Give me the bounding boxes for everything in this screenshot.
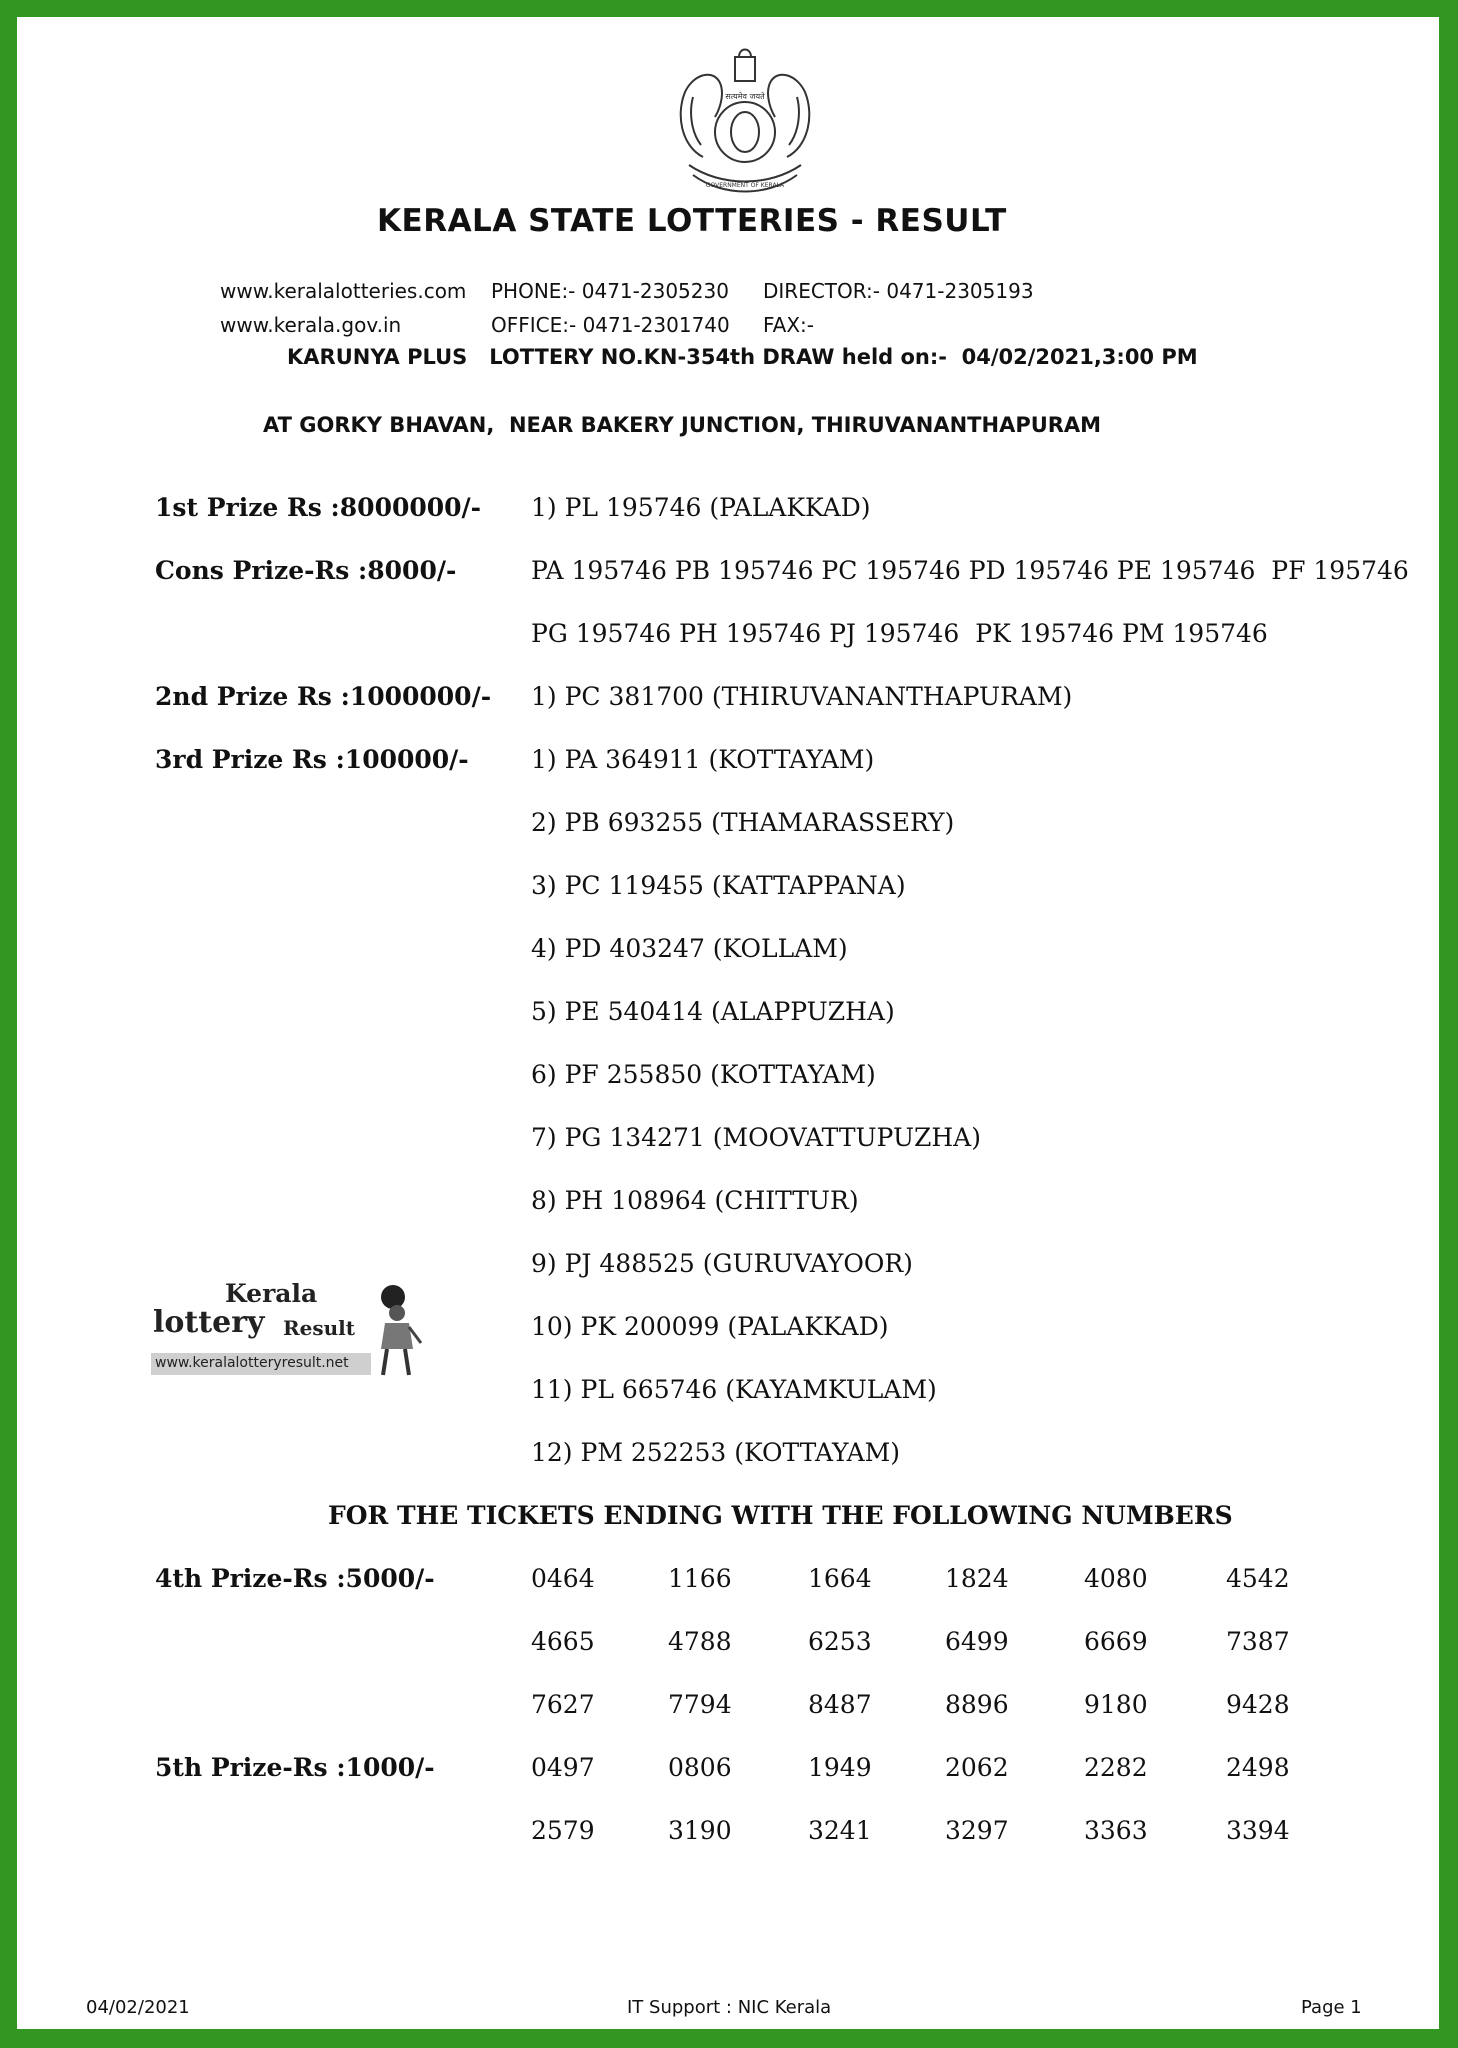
cons-prize-numbers-line-2: PG 195746 PH 195746 PJ 195746 PK 195746 PM 195746 <box>531 619 1268 648</box>
fifth-prize-number: 0497 <box>531 1753 595 1782</box>
fifth-prize-number: 1949 <box>808 1753 872 1782</box>
third-prize-winner: 8) PH 108964 (CHITTUR) <box>531 1186 859 1215</box>
fourth-prize-number: 6669 <box>1084 1627 1148 1656</box>
fifth-prize-number: 3363 <box>1084 1816 1148 1845</box>
footer-page-number: Page 1 <box>1301 1997 1362 2018</box>
logo-line-lottery: lottery <box>153 1305 265 1340</box>
draw-details: KARUNYA PLUS LOTTERY NO.KN-354th DRAW held on:- 04/02/2021,3:00 PM <box>287 345 1198 369</box>
fifth-prize-number: 3190 <box>668 1816 732 1845</box>
government-website-link[interactable]: www.kerala.gov.in <box>220 313 402 337</box>
third-prize-winner: 6) PF 255850 (KOTTAYAM) <box>531 1060 876 1089</box>
fifth-prize-label: 5th Prize-Rs :1000/- <box>155 1753 435 1782</box>
page-title: KERALA STATE LOTTERIES - RESULT <box>377 203 1007 239</box>
fourth-prize-number: 0464 <box>531 1564 595 1593</box>
third-prize-winner: 2) PB 693255 (THAMARASSERY) <box>531 808 955 837</box>
fifth-prize-number: 2579 <box>531 1816 595 1845</box>
third-prize-winner: 11) PL 665746 (KAYAMKULAM) <box>531 1375 937 1404</box>
footer-date: 04/02/2021 <box>86 1997 190 2018</box>
director-number: DIRECTOR:- 0471-2305193 <box>763 279 1034 303</box>
fifth-prize-number: 0806 <box>668 1753 732 1782</box>
fifth-prize-number: 2498 <box>1226 1753 1290 1782</box>
fourth-prize-number: 9180 <box>1084 1690 1148 1719</box>
cons-prize-numbers-line-1: PA 195746 PB 195746 PC 195746 PD 195746 PE 195746 PF 195746 <box>531 556 1409 585</box>
website-link[interactable]: www.keralalotteries.com <box>220 279 467 303</box>
second-prize-winner: 1) PC 381700 (THIRUVANANTHAPURAM) <box>531 682 1073 711</box>
third-prize-winner: 9) PJ 488525 (GURUVAYOOR) <box>531 1249 913 1278</box>
fourth-prize-number: 7387 <box>1226 1627 1290 1656</box>
emblem-ribbon: GOVERNMENT OF KERALA <box>705 182 785 189</box>
third-prize-winner: 4) PD 403247 (KOLLAM) <box>531 934 848 963</box>
footer-it-support: IT Support : NIC Kerala <box>627 1997 832 2018</box>
result-page <box>17 17 1439 2029</box>
third-prize-label: 3rd Prize Rs :100000/- <box>155 745 469 774</box>
fourth-prize-number: 6253 <box>808 1627 872 1656</box>
office-number: OFFICE:- 0471-2301740 <box>491 313 730 337</box>
draw-venue: AT GORKY BHAVAN, NEAR BAKERY JUNCTION, THIRUVANANTHAPURAM <box>263 413 1102 437</box>
third-prize-winner: 7) PG 134271 (MOOVATTUPUZHA) <box>531 1123 981 1152</box>
logo-line-kerala: Kerala <box>225 1279 318 1308</box>
second-prize-label: 2nd Prize Rs :1000000/- <box>155 682 492 711</box>
fax-number: FAX:- <box>763 313 815 337</box>
first-prize-winner: 1) PL 195746 (PALAKKAD) <box>531 493 871 522</box>
fourth-prize-number: 4542 <box>1226 1564 1290 1593</box>
fifth-prize-number: 2062 <box>945 1753 1009 1782</box>
fourth-prize-number: 1166 <box>668 1564 732 1593</box>
fifth-prize-number: 2282 <box>1084 1753 1148 1782</box>
third-prize-winner: 1) PA 364911 (KOTTAYAM) <box>531 745 875 774</box>
fourth-prize-number: 7794 <box>668 1690 732 1719</box>
fourth-prize-number: 7627 <box>531 1690 595 1719</box>
ending-numbers-heading: FOR THE TICKETS ENDING WITH THE FOLLOWING NUMBERS <box>328 1501 1233 1530</box>
logo-line-result: Result <box>283 1316 355 1340</box>
fourth-prize-number: 8487 <box>808 1690 872 1719</box>
fourth-prize-number: 1824 <box>945 1564 1009 1593</box>
third-prize-winner: 10) PK 200099 (PALAKKAD) <box>531 1312 889 1341</box>
kerala-emblem <box>663 37 827 209</box>
fourth-prize-number: 4665 <box>531 1627 595 1656</box>
third-prize-winner: 5) PE 540414 (ALAPPUZHA) <box>531 997 895 1026</box>
logo-mascot-icon <box>369 1283 423 1379</box>
kerala-lottery-result-logo <box>147 1279 423 1389</box>
fifth-prize-number: 3394 <box>1226 1816 1290 1845</box>
fourth-prize-number: 8896 <box>945 1690 1009 1719</box>
first-prize-label: 1st Prize Rs :8000000/- <box>155 493 482 522</box>
fourth-prize-number: 6499 <box>945 1627 1009 1656</box>
fourth-prize-number: 4788 <box>668 1627 732 1656</box>
fourth-prize-label: 4th Prize-Rs :5000/- <box>155 1564 435 1593</box>
emblem-motto: सत्यमेव जयते <box>725 92 765 101</box>
third-prize-winner: 12) PM 252253 (KOTTAYAM) <box>531 1438 900 1467</box>
fifth-prize-number: 3297 <box>945 1816 1009 1845</box>
cons-prize-label: Cons Prize-Rs :8000/- <box>155 556 457 585</box>
fourth-prize-number: 4080 <box>1084 1564 1148 1593</box>
logo-url: www.keralalotteryresult.net <box>155 1355 349 1371</box>
phone-number: PHONE:- 0471-2305230 <box>491 279 729 303</box>
third-prize-winner: 3) PC 119455 (KATTAPPANA) <box>531 871 906 900</box>
fifth-prize-number: 3241 <box>808 1816 872 1845</box>
fourth-prize-number: 1664 <box>808 1564 872 1593</box>
fourth-prize-number: 9428 <box>1226 1690 1290 1719</box>
